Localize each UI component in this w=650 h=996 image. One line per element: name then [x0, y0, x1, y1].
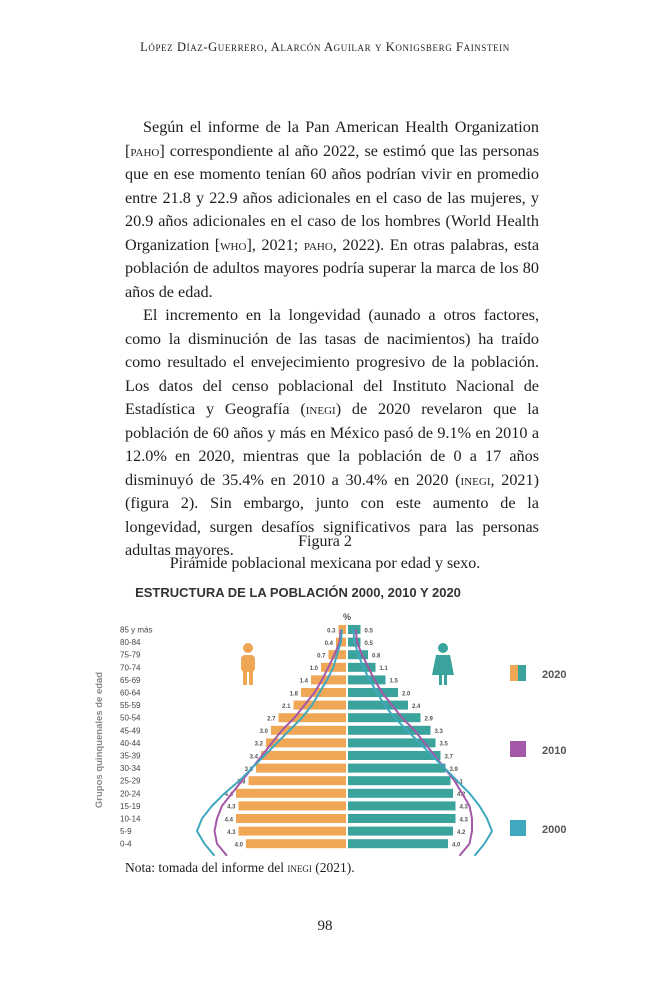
data-label-female: 4.1: [454, 779, 463, 786]
inegi-abbr: inegi: [305, 400, 336, 418]
bar-female-2020: [348, 688, 398, 697]
data-label-male: 1.0: [309, 666, 318, 673]
data-label-female: 1.1: [379, 666, 388, 673]
unit-label: %: [342, 612, 352, 622]
data-label-female: 0.5: [364, 640, 373, 647]
legend-label-2010: 2010: [542, 745, 567, 757]
page-number: 98: [317, 918, 333, 934]
data-label-female: 4.3: [459, 804, 468, 811]
data-label-male: 3.2: [254, 741, 263, 748]
legend-swatch-2020-female: [518, 665, 526, 681]
tick-label: 20-24: [120, 789, 141, 799]
tick-label: 50-54: [120, 713, 141, 723]
legend-swatch-2000: [510, 820, 526, 836]
data-label-male: 2.7: [267, 716, 276, 723]
tick-label: 55-59: [120, 701, 141, 711]
data-label-male: 3.6: [244, 766, 253, 773]
tick-label: 85 y más: [120, 625, 153, 635]
bar-male-2020: [239, 827, 347, 836]
tick-label: 25-29: [120, 776, 141, 786]
population-pyramid-svg: [90, 580, 590, 856]
data-label-female: 1.5: [389, 678, 398, 685]
bar-male-2020: [249, 776, 347, 785]
bar-male-2020: [301, 688, 346, 697]
bar-male-2020: [256, 764, 346, 773]
figure-caption: Pirámide poblacional mexicana por edad y sexo.: [169, 555, 481, 572]
female-person-icon: [439, 674, 442, 685]
data-label-male: 3.0: [259, 729, 268, 736]
paho-abbr: paho: [130, 141, 160, 160]
paragraph-1-text: , 2022). En otras palabras, esta población de adultos mayores podría superar la marca de los 80 años de edad.: [125, 235, 540, 301]
data-label-male: 3.9: [237, 779, 246, 786]
bar-female-2020: [348, 789, 453, 798]
data-label-male: 4.4: [224, 817, 233, 824]
paho-abbr: paho: [303, 235, 333, 254]
inegi-abbr: inegi: [460, 470, 491, 489]
bar-female-2020: [348, 827, 453, 836]
female-person-icon: [444, 674, 447, 685]
data-label-female: 3.7: [444, 754, 453, 761]
bar-male-2020: [236, 789, 346, 798]
data-label-female: 4.2: [457, 829, 466, 836]
data-label-female: 0.5: [364, 628, 373, 635]
paragraph-2: [125, 304, 539, 563]
tick-label: 15-19: [120, 801, 141, 811]
legend-label-2020: 2020: [542, 669, 567, 681]
data-label-male: 4.3: [227, 829, 236, 836]
note-text: (2021).: [311, 860, 355, 875]
figure-note: [125, 860, 355, 876]
data-label-female: 2.4: [412, 703, 421, 710]
bar-male-2020: [239, 801, 347, 810]
bar-male-2020: [246, 839, 346, 848]
tick-label: 10-14: [120, 814, 141, 824]
running-head: López Díaz-Guerrero, Alarcón Aguilar y Konigsberg Fainstein: [140, 40, 510, 54]
who-abbr: who: [220, 235, 247, 254]
paragraph-1-text: Según el informe de la Pan American Health Organization [: [125, 118, 539, 160]
bar-female-2020: [348, 675, 386, 684]
data-label-male: 2.1: [282, 703, 291, 710]
bar-female-2020: [348, 776, 451, 785]
tick-label: 65-69: [120, 675, 141, 685]
data-label-female: 3.3: [434, 729, 443, 736]
female-person-icon: [438, 643, 448, 653]
tick-label: 35-39: [120, 751, 141, 761]
legend-swatch-2020-male: [510, 665, 518, 681]
chart-title: ESTRUCTURA DE LA POBLACIÓN 2000, 2010 Y 2020: [135, 585, 461, 600]
tick-label: 80-84: [120, 638, 141, 648]
paragraph-2-text: , 2021) (figura 2). Sin embargo, junto con este aumento de la longevidad, surgen desafíos significativos para las personas adultas mayores.: [125, 470, 540, 559]
male-person-icon: [243, 670, 247, 685]
data-label-male: 1.8: [289, 691, 298, 698]
y-axis-label: Grupos quinquenales de edad: [94, 671, 105, 809]
paragraph-1-text: ] correspondiente al año 2022, se estimó que las personas que en ese momento tenían 60 años podrían vivir en promedio entre 21.8 y 22.9 años adicionales en el caso de las mujeres, y 20.9 años adicionales en el caso de los hombres (World Health Organization [: [125, 141, 539, 254]
male-person-icon: [249, 670, 253, 685]
paragraph-1: [125, 116, 539, 304]
male-person-icon: [241, 655, 255, 672]
female-person-icon: [432, 655, 454, 675]
tick-label: 40-44: [120, 738, 141, 748]
data-label-male: 1.4: [299, 678, 308, 685]
bar-male-2020: [279, 713, 347, 722]
body-text: [125, 116, 539, 563]
tick-label: 5-9: [120, 827, 132, 837]
data-label-male: 0.3: [327, 628, 336, 635]
male-person-icon: [243, 643, 253, 653]
population-pyramid-chart: [90, 580, 590, 856]
data-label-female: 4.0: [452, 842, 461, 849]
data-label-female: 0.8: [372, 653, 381, 660]
tick-label: 70-74: [120, 663, 141, 673]
tick-label: 75-79: [120, 650, 141, 660]
data-label-female: 3.5: [439, 741, 448, 748]
tick-label: 60-64: [120, 688, 141, 698]
data-label-male: 0.7: [317, 653, 326, 660]
figure-label: Figura 2: [298, 533, 352, 550]
bar-female-2020: [348, 701, 408, 710]
data-label-female: 4.2: [457, 792, 466, 799]
bar-female-2020: [348, 713, 421, 722]
bar-male-2020: [261, 751, 346, 760]
data-label-female: 2.0: [402, 691, 411, 698]
bar-female-2020: [348, 814, 456, 823]
paragraph-1-text: ], 2021;: [246, 235, 304, 254]
data-label-male: 4.3: [227, 804, 236, 811]
tick-label: 30-34: [120, 764, 141, 774]
paragraph-2-text: ) de 2020 revelaron que la población de 60 años y más en México pasó de 9.1% en 2010 a 12.0% en 2020, mientras que la población de 0 a 17 años disminuyó de 35.4% en 2010 a 30.4% en 2020 (: [125, 400, 539, 489]
data-label-female: 2.9: [424, 716, 433, 723]
data-label-female: 3.9: [449, 766, 458, 773]
legend-label-2000: 2000: [542, 824, 567, 836]
legend-swatch-2010: [510, 741, 526, 757]
tick-label: 0-4: [120, 839, 132, 849]
bar-female-2020: [348, 801, 456, 810]
bar-male-2020: [236, 814, 346, 823]
note-text: Nota: tomada del informe del: [125, 860, 288, 875]
data-label-male: 4.0: [234, 842, 243, 849]
data-label-male: 4.4: [224, 792, 233, 799]
tick-label: 45-49: [120, 726, 141, 736]
bar-female-2020: [348, 751, 441, 760]
data-label-female: 4.3: [459, 817, 468, 824]
data-label-male: 0.4: [324, 640, 333, 647]
data-label-male: 3.4: [249, 754, 258, 761]
inegi-abbr: inegi: [287, 860, 312, 875]
bar-female-2020: [348, 839, 448, 848]
bar-female-2020: [348, 764, 446, 773]
paragraph-2-text: El incremento en la longevidad (aunado a otros factores, como la disminución de las tasas de nacimientos) ha traído como resultado el envejecimiento progresivo de la población. Los datos del censo poblacional del Instituto Nacional de Estadística y Geografía (: [125, 306, 539, 418]
